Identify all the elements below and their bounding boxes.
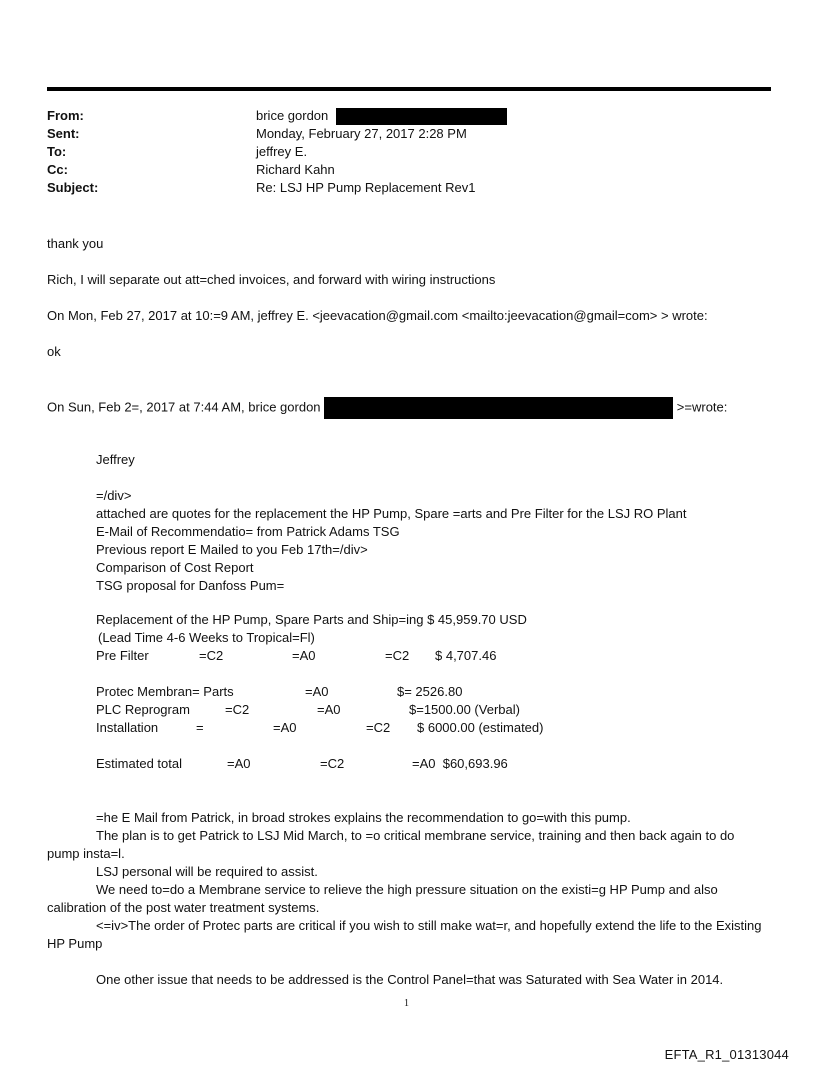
cost-line-leadtime: (Lead Time 4-6 Weeks to Tropical=Fl)	[98, 630, 315, 645]
cost-amount: $= 2526.80	[397, 684, 463, 699]
cost-code: =C2	[385, 648, 410, 663]
body-line-rich: Rich, I will separate out att=ched invoices, and forward with wiring instructions	[47, 272, 496, 287]
subject-value: Re: LSJ HP Pump Replacement Rev1	[256, 180, 476, 195]
cost-label: Installation	[96, 720, 159, 735]
redaction-box	[336, 108, 507, 125]
cost-code: =	[196, 720, 204, 735]
body-line-thank-you: thank you	[47, 236, 104, 251]
cost-code: =C2	[366, 720, 391, 735]
paragraph: =he E Mail from Patrick, in broad strokes explains the recommendation to go=with this pump.	[96, 810, 631, 825]
subject-row	[47, 179, 507, 197]
div-close: =/div>	[96, 488, 132, 503]
cost-code: =A0	[305, 684, 329, 699]
list-item: Previous report E Mailed to you Feb 17th=/div>	[96, 542, 368, 557]
cost-code: =A0	[227, 756, 251, 771]
sent-row	[47, 125, 507, 143]
body-line-quote-header-2	[47, 397, 727, 419]
to-label: To:	[47, 144, 67, 159]
list-item: E-Mail of Recommendatio= from Patrick Adams TSG	[96, 524, 400, 539]
from-row	[47, 107, 507, 125]
cost-amount: $=1500.00 (Verbal)	[409, 702, 520, 717]
cost-label: PLC Reprogram	[96, 702, 190, 717]
email-header	[47, 107, 507, 197]
cost-amount: $ 6000.00 (estimated)	[417, 720, 544, 735]
quote-header-prefix: On Sun, Feb 2=, 2017 at 7:44 AM, brice gordon	[47, 399, 321, 415]
quote-header-suffix: >=wrote:	[676, 399, 728, 415]
cost-line-pump: Replacement of the HP Pump, Spare Parts and Ship=ing $ 45,959.70 USD	[96, 612, 527, 627]
cost-amount: $ 4,707.46	[435, 648, 497, 663]
cost-code: =A0	[317, 702, 341, 717]
paragraph: One other issue that needs to be addressed is the Control Panel=that was Saturated with Sea Water in 2014.	[96, 972, 724, 987]
greeting: Jeffrey	[96, 452, 135, 467]
cost-code: =C2	[225, 702, 250, 717]
list-item: Comparison of Cost Report	[96, 560, 254, 575]
paragraph: LSJ personal will be required to assist.	[96, 864, 318, 879]
cost-code: =C2	[199, 648, 224, 663]
cost-label: Pre Filter	[96, 648, 149, 663]
cost-code: =A0	[292, 648, 316, 663]
to-value: jeffrey E.	[256, 144, 308, 159]
subject-label: Subject:	[47, 180, 99, 195]
paragraph: The plan is to get Patrick to LSJ Mid March, to =o critical membrane service, training and then back again to do pump insta=l.	[47, 828, 735, 861]
cost-code: =C2	[320, 756, 345, 771]
list-item: TSG proposal for Danfoss Pum=	[96, 578, 285, 593]
paragraph: We need to=do a Membrane service to relieve the high pressure situation on the existi=g HP Pump and also calibration of the post water treatment systems.	[47, 882, 718, 915]
body-line-ok: ok	[47, 344, 61, 359]
header-rule	[47, 87, 771, 91]
cost-label: Protec Membran= Parts	[96, 684, 234, 699]
cc-label: Cc:	[47, 162, 68, 177]
list-item: attached are quotes for the replacement the HP Pump, Spare =arts and Pre Filter for the LSJ RO Plant	[96, 506, 687, 521]
sent-label: Sent:	[47, 126, 80, 141]
from-label: From:	[47, 108, 84, 123]
redaction-box	[324, 397, 673, 419]
cc-row	[47, 161, 507, 179]
cost-code: =A0	[273, 720, 297, 735]
page-number: 1	[404, 998, 409, 1009]
document-id: EFTA_R1_01313044	[664, 1047, 789, 1062]
to-row	[47, 143, 507, 161]
cc-value: Richard Kahn	[256, 162, 335, 177]
from-value: brice gordon	[256, 108, 329, 123]
sent-value: Monday, February 27, 2017 2:28 PM	[256, 126, 467, 141]
cost-label: Estimated total	[96, 756, 182, 771]
paragraph: <=iv>The order of Protec parts are critical if you wish to still make wat=r, and hopefully extend the life to the Existing HP Pump	[47, 918, 762, 951]
body-line-quote-header: On Mon, Feb 27, 2017 at 10:=9 AM, jeffrey E. <jeevacation@gmail.com <mailto:jeevacation@gmail=com> > wrote:	[47, 308, 708, 323]
cost-amount: =A0 $60,693.96	[412, 756, 508, 771]
